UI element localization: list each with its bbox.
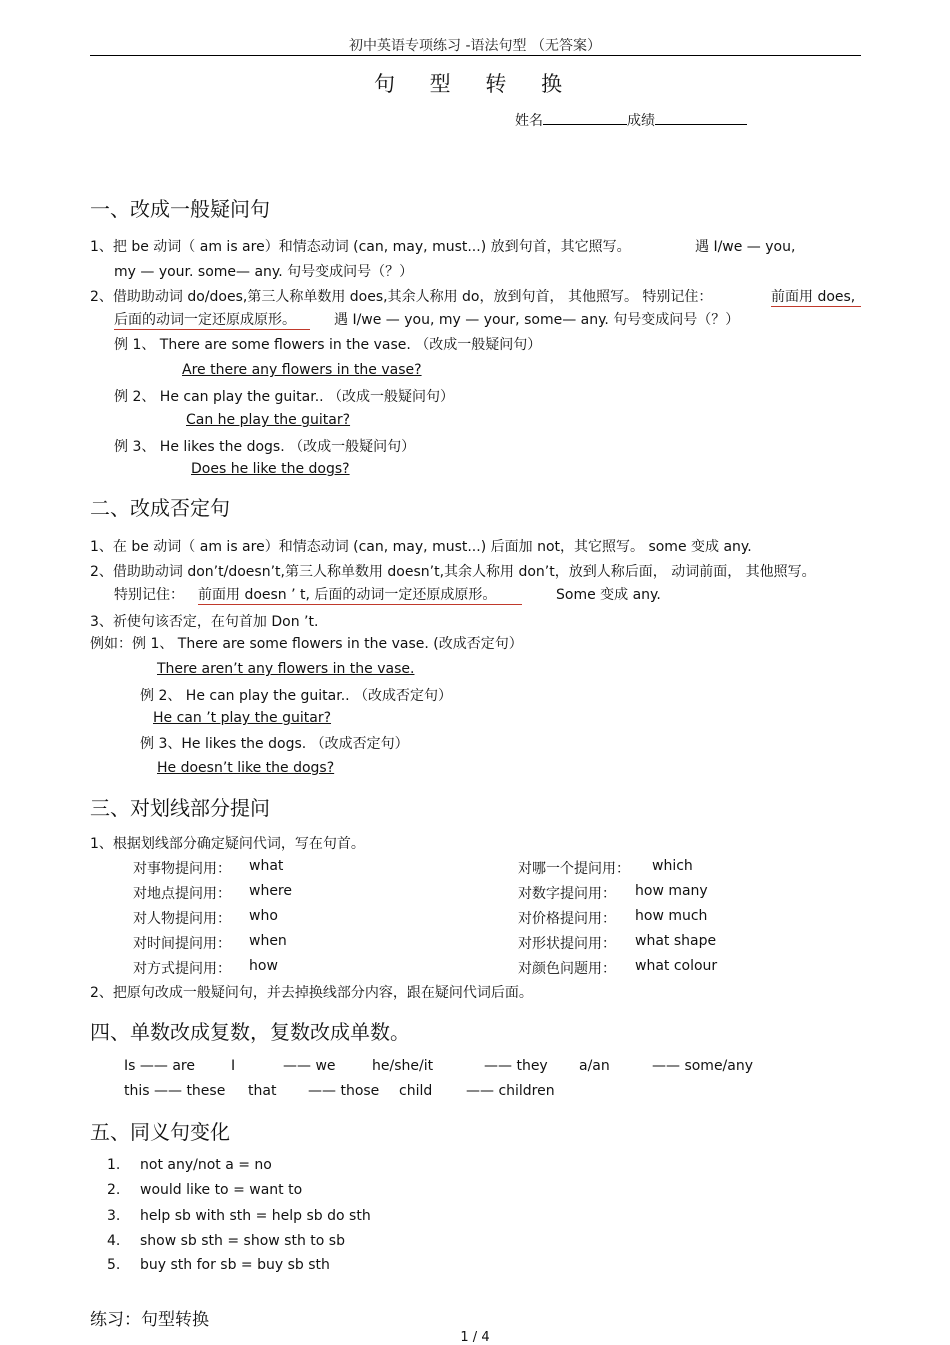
s4-pair: —— some/any	[652, 1058, 754, 1074]
s3-right-word: which	[652, 858, 693, 874]
s1-example-1: 例 1、 There are some flowers in the vase. （改成一般疑问句）	[114, 337, 542, 353]
s3-left-row: 对方式提问用：	[133, 961, 231, 977]
s5-item-text: buy sth for sb = buy sb sth	[140, 1257, 330, 1273]
s3-right-word: what colour	[635, 958, 718, 974]
s2-example-1: 例如：例 1、 There are some flowers in the vase. (改成否定句）	[90, 636, 523, 652]
s4-pair: Is —— are	[124, 1058, 195, 1074]
s2-rule-2: 2、借助助动词 don’t/doesn’t,第三人称单数用 doesn’t,其余人称用 don’t，放到人称后面， 动词前面， 其他照写。	[90, 564, 816, 580]
s2-rule-3: 3、祈使句该否定，在句首加 Don ’t.	[90, 614, 319, 630]
s4-pair: a/an	[579, 1058, 610, 1074]
s3-right-word: how much	[635, 908, 708, 924]
name-label: 姓名	[515, 113, 543, 129]
s5-item-num: 1.	[107, 1157, 121, 1173]
s5-item-text: help sb with sth = help sb do sth	[140, 1208, 371, 1224]
s5-item-num: 2.	[107, 1182, 121, 1198]
s5-item-text: show sb sth = show sth to sb	[140, 1233, 345, 1249]
s3-rule-2: 2、把原句改成一般疑问句，并去掉换线部分内容，跟在疑问代词后面。	[90, 985, 533, 1001]
s5-item-num: 5.	[107, 1257, 121, 1273]
s3-right-label: 对形状提问用：	[518, 936, 616, 952]
s2-rule-1: 1、在 be 动词（ am is are）和情态动词 (can, may, must...) 后面加 not，其它照写。 some 变成 any.	[90, 539, 752, 555]
s1-rule-1-cont: my — your. some— any. 句号变成问号（？）	[114, 264, 414, 280]
name-blank[interactable]	[543, 110, 627, 125]
s5-item-text: would like to = want to	[140, 1182, 303, 1198]
s4-pair: I	[231, 1058, 236, 1074]
s2-rule-2-note: 前面用 doesn ’ t, 后面的动词一定还原成原形。	[198, 584, 522, 605]
page-title: 句 型 转 换	[373, 72, 577, 96]
s3-left-word: where	[249, 883, 292, 899]
s1-rule-1: 1、把 be 动词（ am is are）和情态动词 (can, may, must...) 放到句首，其它照写。	[90, 239, 631, 255]
s2-rule-2-label: 特别记住：	[114, 587, 184, 603]
s4-pair: that	[248, 1083, 277, 1099]
s3-left-row: 对人物提问用：	[133, 911, 231, 927]
s3-right-label: 对数字提问用：	[518, 886, 616, 902]
s3-left-word: how	[249, 958, 278, 974]
score-label: 成绩	[627, 113, 655, 129]
s2-rule-2-some: Some 变成 any.	[556, 587, 661, 603]
s2-example-2: 例 2、 He can play the guitar.. （改成否定句）	[140, 688, 453, 704]
s3-left-word: who	[249, 908, 278, 924]
s1-answer-2: Can he play the guitar?	[186, 412, 351, 428]
s4-pair: —— those	[308, 1083, 380, 1099]
s4-pair: —— children	[466, 1083, 555, 1099]
name-score-row	[515, 110, 747, 130]
s1-example-3: 例 3、 He likes the dogs. （改成一般疑问句）	[114, 439, 416, 455]
s2-answer-3: He doesn’t like the dogs?	[157, 760, 335, 776]
s1-answer-1: Are there any flowers in the vase?	[182, 362, 422, 378]
s4-pair: —— they	[484, 1058, 548, 1074]
s4-pair: —— we	[283, 1058, 336, 1074]
s4-pair: child	[399, 1083, 433, 1099]
s4-pair: this —— these	[124, 1083, 226, 1099]
page-number: 1 / 4	[460, 1330, 490, 1345]
s3-left-row: 对时间提问用：	[133, 936, 231, 952]
s3-right-label: 对颜色问题用：	[518, 961, 616, 977]
s3-left-word: when	[249, 933, 287, 949]
score-blank[interactable]	[655, 110, 747, 125]
s1-example-2: 例 2、 He can play the guitar.. （改成一般疑问句）	[114, 389, 455, 405]
s3-right-word: how many	[635, 883, 708, 899]
section-4-heading: 四、单数改成复数，复数改成单数。	[90, 1020, 410, 1044]
s1-rule-2: 2、借助助动词 do/does,第三人称单数用 does,其余人称用 do，放到句首， 其他照写。 特别记住：	[90, 289, 713, 305]
s2-example-3: 例 3、He likes the dogs. （改成否定句）	[140, 736, 409, 752]
s1-answer-3: Does he like the dogs?	[191, 461, 350, 477]
s2-answer-2: He can ’t play the guitar?	[153, 710, 332, 726]
s1-rule-2-swap: 遇 I/we — you, my — your, some— any. 句号变成问号（？）	[334, 312, 740, 328]
s3-right-label: 对哪一个提问用：	[518, 861, 630, 877]
s1-rule-2-note-cont: 后面的动词一定还原成原形。	[114, 309, 310, 330]
s3-right-word: what shape	[635, 933, 717, 949]
section-2-heading: 二、改成否定句	[90, 496, 230, 520]
s2-answer-1: There aren’t any flowers in the vase.	[157, 661, 415, 677]
section-1-heading: 一、改成一般疑问句	[90, 197, 270, 221]
s5-item-num: 4.	[107, 1233, 121, 1249]
s3-left-row: 对事物提问用：	[133, 861, 231, 877]
practice-heading: 练习：句型转换	[90, 1310, 209, 1330]
page-header: 初中英语专项练习 -语法句型 （无答案）	[349, 38, 601, 54]
s3-left-word: what	[249, 858, 284, 874]
s3-left-row: 对地点提问用：	[133, 886, 231, 902]
s4-pair: he/she/it	[372, 1058, 434, 1074]
s5-item-text: not any/not a = no	[140, 1157, 272, 1173]
s3-rule-1: 1、根据划线部分确定疑问代词，写在句首。	[90, 836, 365, 852]
header-divider	[90, 55, 861, 56]
s1-rule-2-note: 前面用 does,	[771, 286, 861, 307]
s1-rule-1-swap: 遇 I/we — you,	[695, 239, 796, 255]
s5-item-num: 3.	[107, 1208, 121, 1224]
section-5-heading: 五、同义句变化	[90, 1120, 230, 1144]
s3-right-label: 对价格提问用：	[518, 911, 616, 927]
section-3-heading: 三、对划线部分提问	[90, 796, 270, 820]
